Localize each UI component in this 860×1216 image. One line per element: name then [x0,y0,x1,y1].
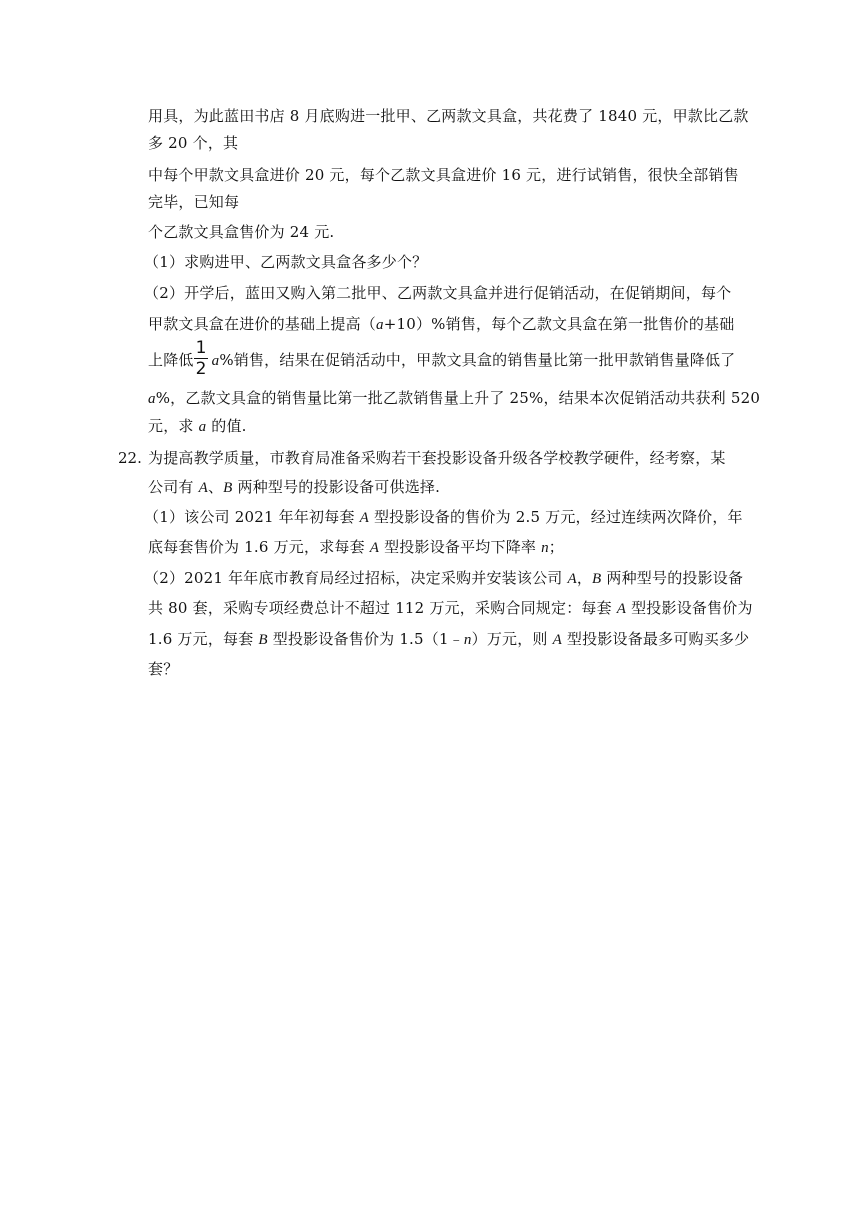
fraction-denominator: 2 [195,359,207,379]
p22-question-2-line-4: 套？ [148,660,179,678]
text-segment: 型投影设备售价为 [626,599,753,617]
variable-a: a [376,317,384,333]
text-segment: %销售，结果在促销活动中，甲款文具盒的销售量比第一批甲款销售量降低了 [219,351,736,369]
text-segment: （1）该公司 2021 年年初每套 [144,508,360,526]
p21-question-1: （1）求购进甲、乙两款文具盒各多少个？ [144,253,428,271]
p22-intro-line-2 [148,477,440,498]
text-segment: 底每套售价为 1.6 万元，求每套 [148,538,370,556]
p21-question-2-line-1: （2）开学后，蓝田又购入第二批甲、乙两款文具盒并进行促销活动，在促销期间，每个 [144,284,732,302]
text-segment: 型投影设备售价为 1.5（1﹣ [267,630,464,648]
p22-question-2-line-3 [148,629,749,650]
p21-question-2-line-5 [148,416,247,437]
p22-question-1-line-2 [148,537,564,558]
text-segment: 型投影设备的售价为 2.5 万元，经过连续两次降价，年 [369,508,743,526]
text-segment: %，乙款文具盒的销售量比第一批乙款销售量上升了 25%，结果本次促销活动共获利 520 [155,389,761,407]
text-segment: 的值. [206,417,247,435]
p21-question-2-line-2 [148,314,734,335]
variable-A: A [552,632,562,648]
variable-A: A [369,540,380,556]
variable-a: a [211,353,220,369]
text-segment: 甲款文具盒在进价的基础上提高（ [148,315,377,333]
variable-A: A [359,510,369,526]
text-segment: 型投影设备平均下降率 [379,538,542,556]
text-segment: +10）%销售，每个乙款文具盒在第一批售价的基础 [383,315,735,333]
text-segment: ， [576,569,593,587]
text-segment: ； [548,538,564,556]
text-segment: 元，求 [148,417,199,435]
fraction-one-half [194,340,208,378]
variable-B: B [258,632,268,648]
text-segment: 两种型号的投影设备可供选择. [232,478,441,496]
variable-B: B [223,480,233,496]
text-segment: 、 [207,478,224,496]
p22-question-1-line-1 [144,507,743,528]
p21-intro-line-4: 完毕，已知每 [148,193,240,211]
variable-n: n [541,540,549,556]
p21-question-2-line-4 [148,388,760,409]
text-segment: （2）2021 年年底市教育局经过招标，决定采购并安装该公司 [144,569,568,587]
variable-A: A [567,571,577,587]
p21-intro-line-1: 用具，为此蓝田书店 8 月底购进一批甲、乙两款文具盒，共花费了 1840 元，甲款比乙款 [148,107,749,125]
text-segment: 上降低 [148,351,194,369]
text-segment: 公司有 [148,478,199,496]
variable-B: B [592,571,602,587]
p21-intro-line-3: 中每个甲款文具盒进价 20 元，每个乙款文具盒进价 16 元，进行试销售，很快全部销售 [148,166,739,184]
p21-question-2-line-3 [148,350,735,371]
fraction-numerator: 1 [195,338,207,358]
problem-22-number: 22. [118,449,142,467]
text-segment: 两种型号的投影设备 [601,569,744,587]
text-segment: ）万元，则 [471,630,553,648]
variable-A: A [198,480,208,496]
text-segment: 1.6 万元，每套 [148,630,259,648]
text-segment: 共 80 套，采购专项经费总计不超过 112 万元，采购合同规定：每套 [148,599,617,617]
variable-a: a [198,419,207,435]
variable-a: a [148,391,156,407]
p21-intro-line-5: 个乙款文具盒售价为 24 元. [148,223,335,241]
text-segment: 型投影设备最多可购买多少 [561,630,750,648]
p22-question-2-line-1 [144,568,743,589]
p22-intro-line-1: 为提高教学质量，市教育局准备采购若干套投影设备升级各学校教学硬件，经考察，某 [148,449,726,467]
variable-n: n [463,632,472,648]
p21-intro-line-2: 多 20 个，其 [148,134,239,152]
variable-A: A [616,601,627,617]
p22-question-2-line-2 [148,598,753,619]
